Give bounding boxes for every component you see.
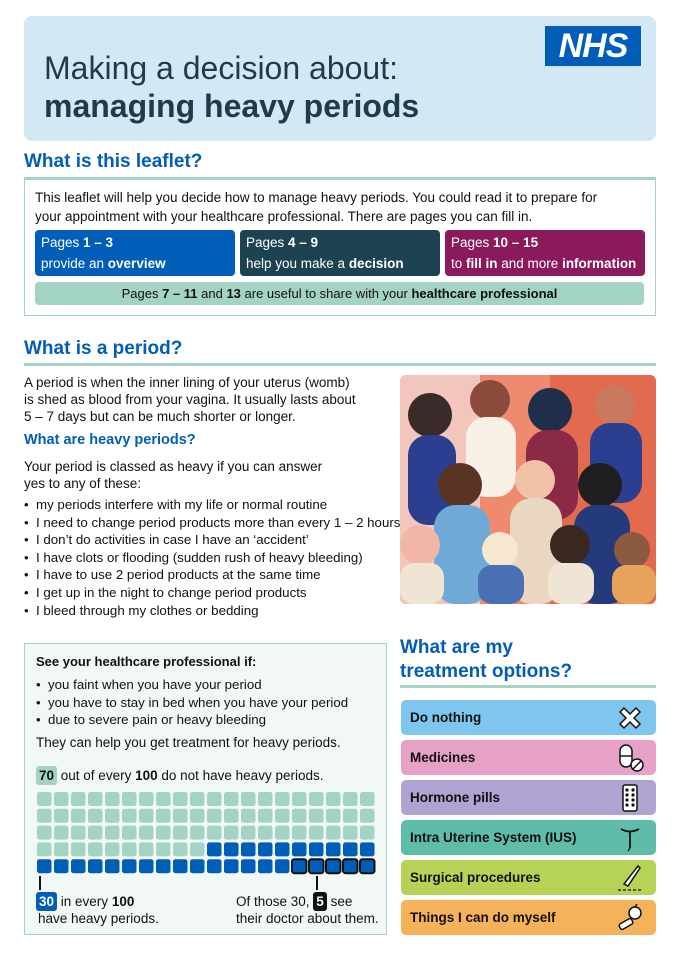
see-hcp-list (36, 676, 348, 729)
person-square (207, 792, 222, 806)
person-square (275, 826, 290, 840)
heavy-heading: What are heavy periods? (24, 432, 196, 448)
share-pages-note: Pages 7 – 11 and 13 are useful to share with your healthcare professional (35, 282, 644, 305)
person-square (190, 809, 205, 823)
person-square (88, 842, 103, 856)
pointer-line (39, 876, 41, 890)
person-square (360, 859, 375, 873)
pointer-line (316, 876, 318, 890)
people-illustration (400, 375, 656, 604)
person-square (258, 842, 273, 856)
person-square (258, 792, 273, 806)
self-care-icon (616, 904, 644, 932)
title-line-2: managing heavy periods (44, 88, 420, 124)
list-item: • I have clots or flooding (sudden rush of heavy bleeding) (24, 549, 400, 567)
person-square (54, 859, 69, 873)
person-square (343, 842, 358, 856)
option-medicines[interactable]: Medicines (401, 740, 656, 775)
person-square (139, 842, 154, 856)
person-square (241, 809, 256, 823)
person-square (224, 859, 239, 873)
person-square (173, 859, 188, 873)
person-square (326, 826, 341, 840)
heavy-intro-2: yes to any of these: (24, 476, 142, 491)
person-square (88, 809, 103, 823)
nhs-logo: NHS (545, 26, 641, 66)
person-square (258, 826, 273, 840)
person-square (105, 792, 120, 806)
period-text-1: A period is when the inner lining of your uterus (womb) (24, 375, 350, 390)
person-square (37, 826, 52, 840)
list-item: • my periods interfere with my life or normal routine (24, 496, 400, 514)
period-text-3: 5 – 7 days but can be much shorter or longer. (24, 409, 296, 424)
person-square (156, 859, 171, 873)
person-square (292, 792, 307, 806)
heavy-symptoms-list (24, 496, 400, 619)
stat-see-doctor-line2: their doctor about them. (236, 911, 379, 926)
person-square (88, 792, 103, 806)
person-square (258, 809, 273, 823)
person-square (37, 792, 52, 806)
person-square (37, 859, 52, 873)
option-hormone-pills[interactable]: Hormone pills (401, 780, 656, 815)
person-square (156, 842, 171, 856)
person-square (241, 842, 256, 856)
period-text-2: is shed as blood from your vagina. It usually lasts about (24, 392, 356, 407)
person-square (292, 809, 307, 823)
scalpel-icon (616, 864, 644, 892)
list-item: • I have to use 2 period products at the same time (24, 566, 400, 584)
person-square (105, 809, 120, 823)
person-square (173, 792, 188, 806)
person-square (88, 859, 103, 873)
person-square (343, 809, 358, 823)
cross-icon (616, 704, 644, 732)
option-surgical-procedures[interactable]: Surgical procedures (401, 860, 656, 895)
person-square (275, 809, 290, 823)
person-square (360, 826, 375, 840)
divider (24, 363, 656, 366)
leaflet-heading: What is this leaflet? (24, 151, 203, 172)
pages-decision-pill: Pages 4 – 9 help you make a decision (240, 230, 440, 276)
person-square (190, 842, 205, 856)
option-self-care[interactable]: Things I can do myself (401, 900, 656, 935)
person-square (275, 842, 290, 856)
list-item: • you have to stay in bed when you have your period (36, 694, 348, 712)
list-item: • due to severe pain or heavy bleeding (36, 711, 348, 729)
person-square (258, 859, 273, 873)
person-square (156, 809, 171, 823)
person-square (173, 826, 188, 840)
person-square (224, 809, 239, 823)
person-square (54, 842, 69, 856)
person-square (241, 826, 256, 840)
person-square (105, 842, 120, 856)
pages-information-pill: Pages 10 – 15 to fill in and more information (445, 230, 645, 276)
person-square (343, 859, 358, 873)
heavy-intro-1: Your period is classed as heavy if you can answer (24, 459, 323, 474)
ius-icon (616, 824, 644, 852)
option-ius[interactable]: Intra Uterine System (IUS) (401, 820, 656, 855)
person-square (360, 809, 375, 823)
person-square (326, 809, 341, 823)
leaflet-intro-2: your appointment with your healthcare professional. There are pages you can fill in. (35, 209, 533, 224)
person-square (156, 792, 171, 806)
person-square (122, 842, 137, 856)
leaflet-intro-1: This leaflet will help you decide how to manage heavy periods. You could read it to prepare for (35, 190, 598, 205)
person-square (326, 859, 341, 873)
pages-overview-pill: Pages 1 – 3 provide an overview (35, 230, 235, 276)
person-square (71, 826, 86, 840)
person-square (122, 859, 137, 873)
divider (400, 685, 656, 688)
blister-pack-icon (616, 784, 644, 812)
stat-heavy-line2: have heavy periods. (38, 911, 159, 926)
person-square (275, 792, 290, 806)
see-hcp-heading: See your healthcare professional if: (36, 654, 257, 669)
person-square (156, 826, 171, 840)
person-square (309, 859, 324, 873)
stat-see-doctor: Of those 30, 5 see (236, 894, 353, 909)
stat-heavy: 30 in every 100 (36, 892, 134, 911)
person-square (207, 809, 222, 823)
option-do-nothing[interactable]: Do nothing (401, 700, 656, 735)
person-square (122, 826, 137, 840)
person-square (292, 842, 307, 856)
title-line-1: Making a decision about: (44, 50, 398, 86)
person-square (360, 842, 375, 856)
list-item: • I get up in the night to change period products (24, 584, 400, 602)
person-square (224, 826, 239, 840)
person-square (139, 809, 154, 823)
person-square (360, 792, 375, 806)
person-square (309, 842, 324, 856)
person-square (139, 859, 154, 873)
treatment-heading: What are my treatment options? (400, 637, 573, 682)
person-square (54, 792, 69, 806)
person-square (122, 809, 137, 823)
person-square (241, 792, 256, 806)
population-grid (37, 792, 377, 876)
person-square (71, 809, 86, 823)
list-item: • I don’t do activities in case I have an ‘accident’ (24, 531, 400, 549)
person-square (105, 826, 120, 840)
person-square (326, 792, 341, 806)
stat-not-heavy: 70 out of every 100 do not have heavy periods. (36, 766, 323, 785)
person-square (71, 842, 86, 856)
person-square (122, 792, 137, 806)
person-square (241, 859, 256, 873)
period-heading: What is a period? (24, 338, 183, 359)
person-square (173, 809, 188, 823)
person-square (173, 842, 188, 856)
person-square (190, 826, 205, 840)
person-square (139, 826, 154, 840)
person-square (105, 859, 120, 873)
person-square (54, 809, 69, 823)
person-square (37, 842, 52, 856)
person-square (207, 859, 222, 873)
person-square (275, 859, 290, 873)
person-square (343, 792, 358, 806)
person-square (326, 842, 341, 856)
person-square (37, 809, 52, 823)
person-square (54, 826, 69, 840)
person-square (71, 792, 86, 806)
person-square (207, 842, 222, 856)
person-square (292, 826, 307, 840)
list-item: • I need to change period products more than every 1 – 2 hours (24, 514, 400, 532)
list-item: • you faint when you have your period (36, 676, 348, 694)
list-item: • I bleed through my clothes or bedding (24, 602, 400, 620)
person-square (190, 859, 205, 873)
see-hcp-footer: They can help you get treatment for heavy periods. (36, 735, 341, 750)
person-square (309, 826, 324, 840)
person-square (224, 842, 239, 856)
person-square (207, 826, 222, 840)
person-square (309, 792, 324, 806)
person-square (224, 792, 239, 806)
person-square (71, 859, 86, 873)
person-square (309, 809, 324, 823)
person-square (292, 859, 307, 873)
pill-icon (616, 744, 644, 772)
person-square (88, 826, 103, 840)
person-square (139, 792, 154, 806)
person-square (190, 792, 205, 806)
person-square (343, 826, 358, 840)
